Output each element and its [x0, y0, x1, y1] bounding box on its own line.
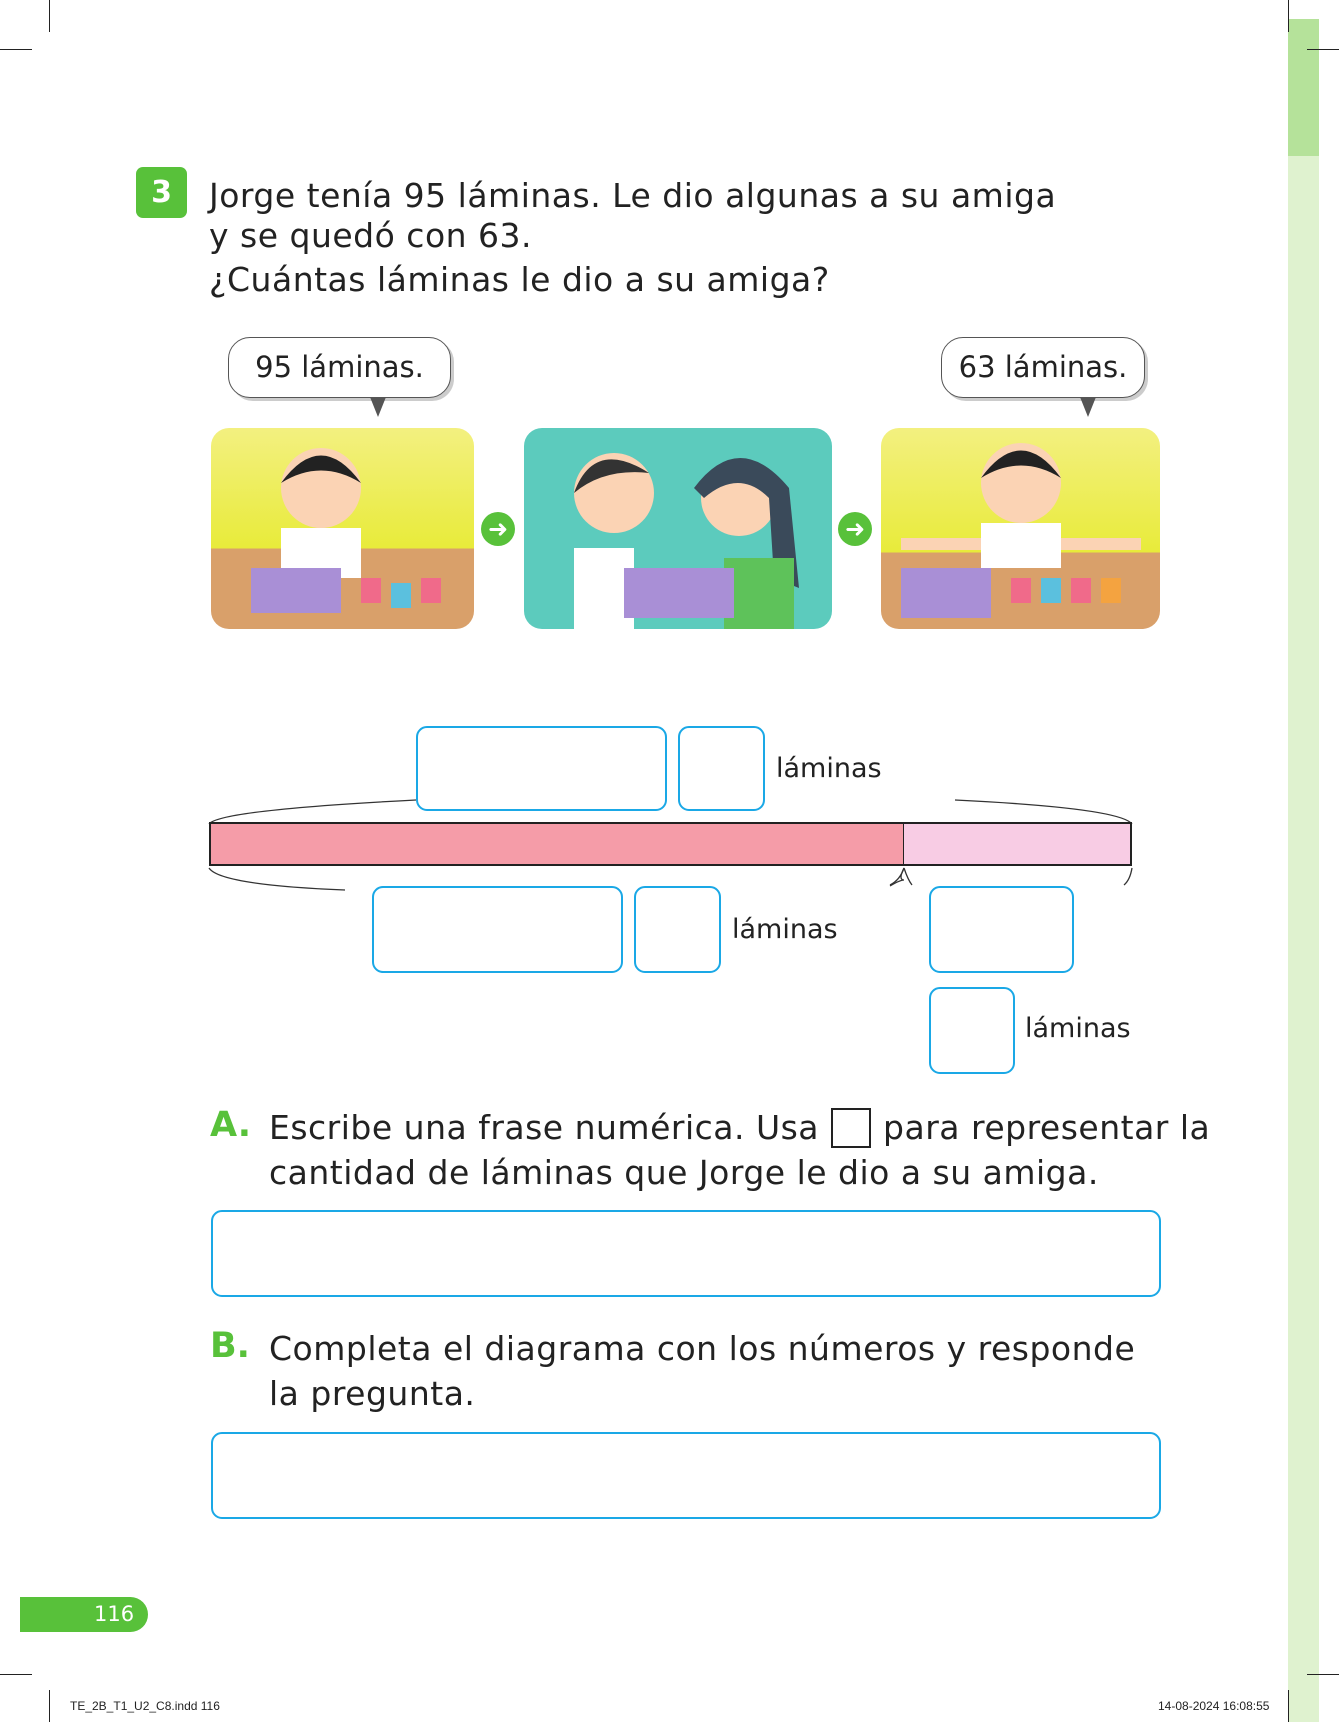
part-a-line2: cantidad de láminas que Jorge le dio a su amiga. — [269, 1153, 1099, 1192]
bar-model — [209, 822, 1132, 866]
unit-label: láminas — [1025, 1013, 1131, 1044]
arrow-right-icon: ➜ — [838, 512, 872, 546]
part-b-letter: B. — [210, 1326, 250, 1366]
side-strip-tab — [1288, 19, 1319, 156]
part-b-line1: Completa el diagrama con los números y responde — [269, 1329, 1136, 1368]
illustration-boy-gives-cards — [524, 428, 832, 629]
part-a-line1 — [269, 1108, 1210, 1148]
page-number: 116 — [20, 1597, 148, 1632]
speech-bubble-right: 63 láminas. — [941, 337, 1145, 398]
unit-label: láminas — [732, 914, 838, 945]
part-a-answer-box[interactable] — [211, 1210, 1161, 1297]
timestamp: 14-08-2024 16:08:55 — [1158, 1699, 1270, 1713]
part-a-text: para representar la — [883, 1108, 1211, 1147]
part-b-answer-box[interactable] — [211, 1432, 1161, 1519]
given-ones-input-box[interactable] — [929, 987, 1015, 1074]
crop-mark — [49, 1690, 50, 1722]
boy-icon — [881, 428, 1160, 629]
side-strip — [1288, 19, 1319, 1722]
crop-mark — [1307, 1674, 1339, 1675]
unknown-box-symbol — [831, 1108, 871, 1148]
problem-number: 3 — [136, 167, 187, 218]
crop-mark — [1288, 1690, 1289, 1722]
problem-text-line: Jorge tenía 95 láminas. Le dio algunas a su amiga — [209, 176, 1057, 215]
boy-icon — [211, 428, 474, 629]
speech-bubble-tail — [1080, 397, 1096, 417]
part-a-letter: A. — [210, 1105, 252, 1145]
illustration-boy-remaining-cards — [881, 428, 1160, 629]
kept-tens-input-box[interactable] — [372, 886, 623, 973]
problem-text-line: y se quedó con 63. — [209, 216, 533, 255]
crop-mark — [49, 0, 50, 32]
bar-part-kept — [211, 824, 904, 864]
illustration-boy-with-cards — [211, 428, 474, 629]
speech-bubble-left: 95 láminas. — [228, 337, 451, 398]
children-icon — [524, 428, 832, 629]
problem-question: ¿Cuántas láminas le dio a su amiga? — [209, 260, 830, 299]
crop-mark — [0, 1674, 32, 1675]
crop-mark — [0, 49, 32, 50]
unit-label: láminas — [776, 753, 882, 784]
file-info: TE_2B_T1_U2_C8.indd 116 — [70, 1699, 220, 1713]
crop-mark — [1307, 49, 1339, 50]
part-b-line2: la pregunta. — [269, 1374, 476, 1413]
bar-part-given — [904, 824, 1130, 864]
speech-bubble-tail — [370, 397, 386, 417]
crop-mark — [1288, 0, 1289, 32]
kept-ones-input-box[interactable] — [634, 886, 721, 973]
arrow-right-icon: ➜ — [481, 512, 515, 546]
given-tens-input-box[interactable] — [929, 886, 1074, 973]
part-a-text: Escribe una frase numérica. Usa — [269, 1108, 820, 1147]
